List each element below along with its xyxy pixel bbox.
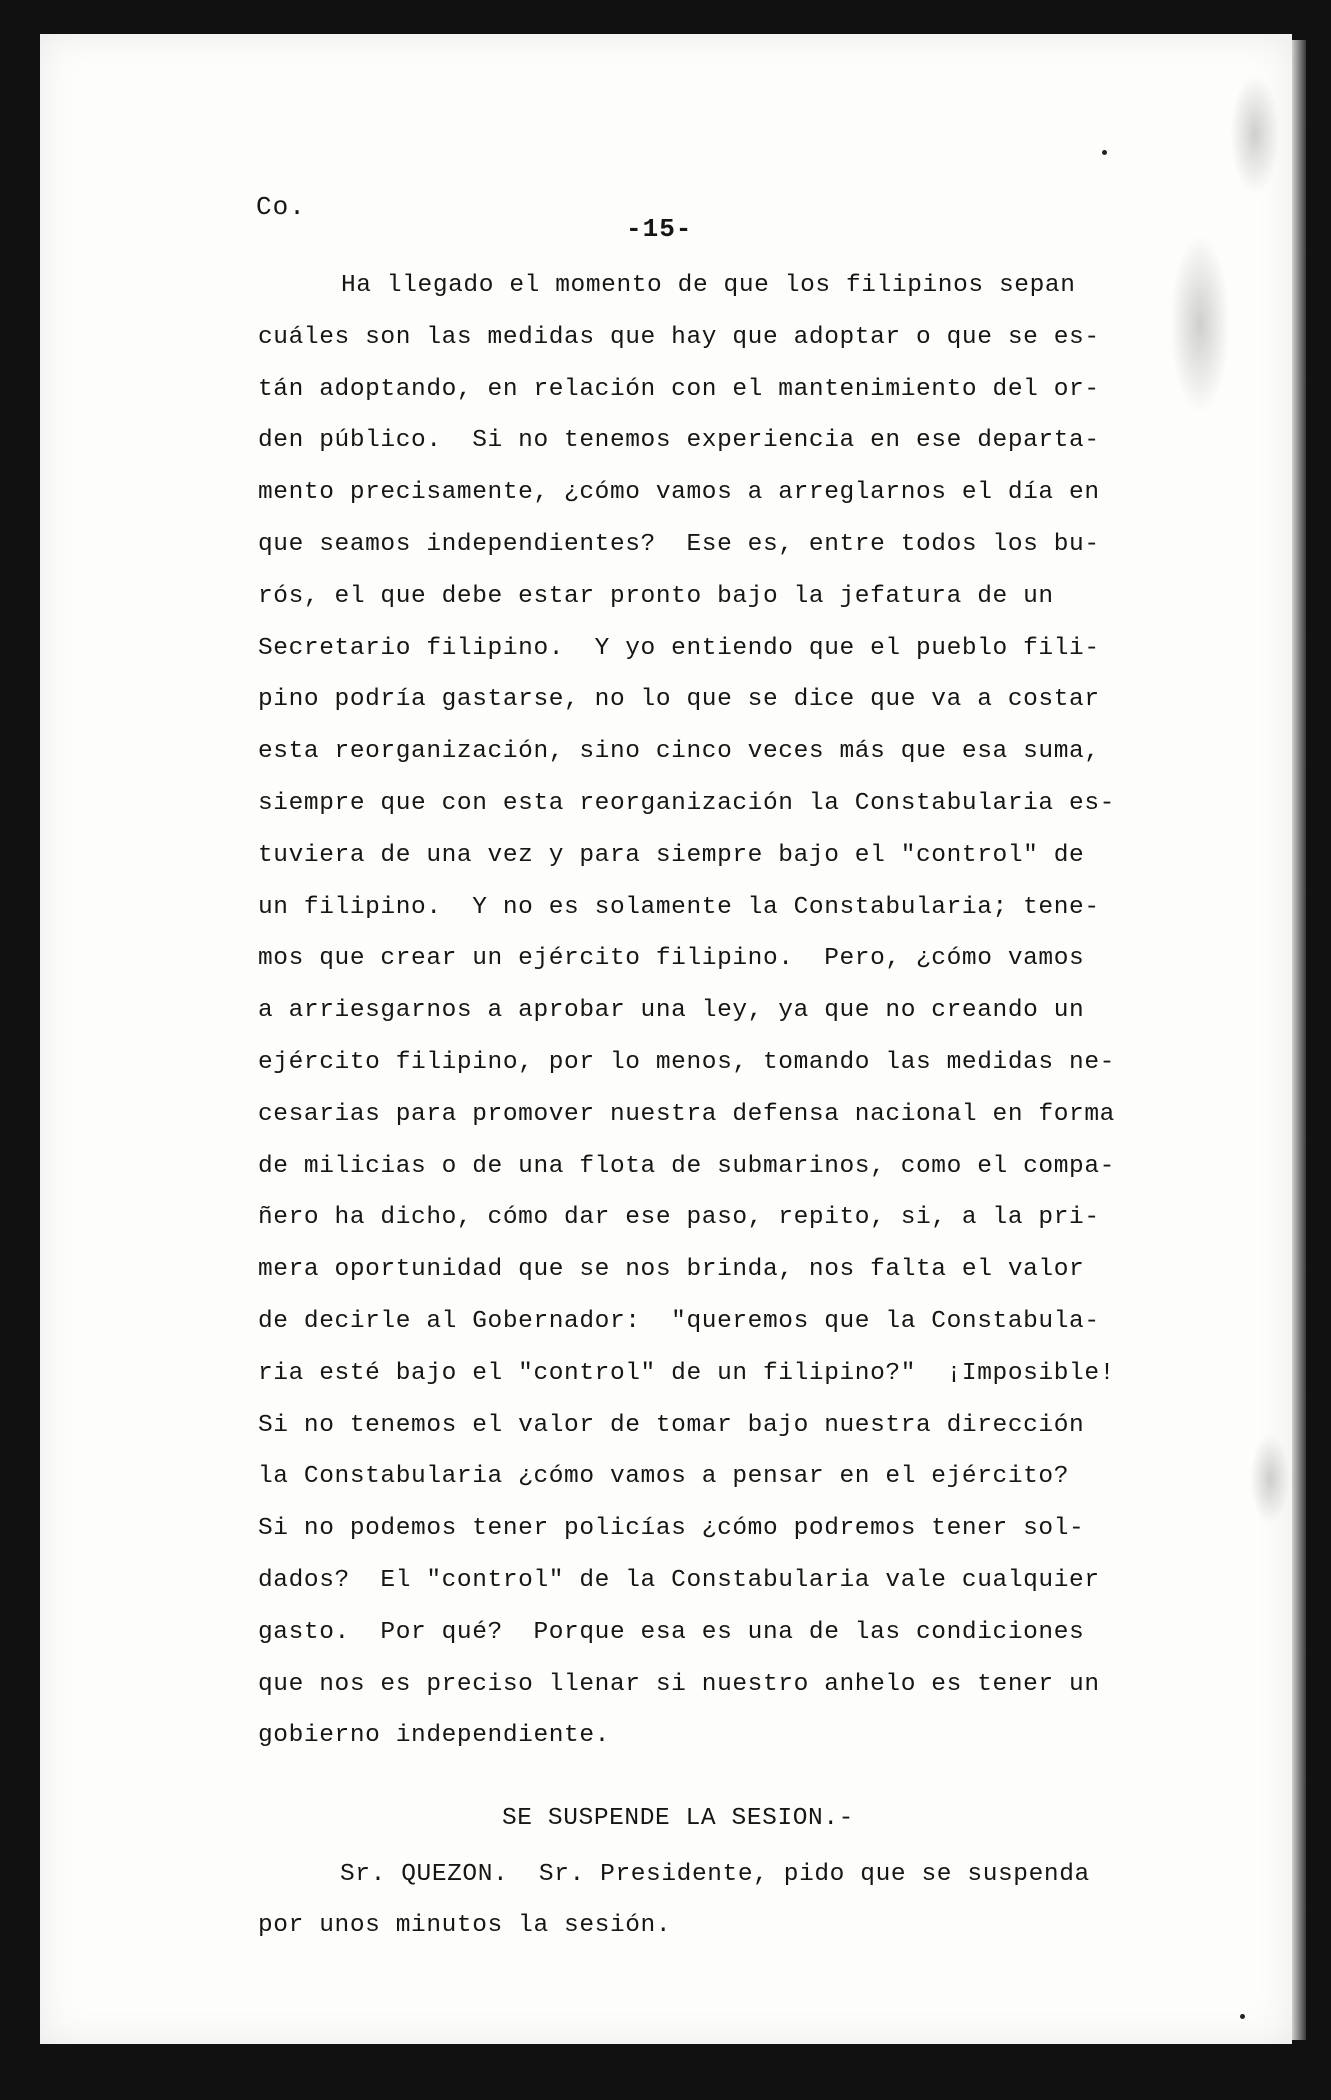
text-line: la Constabularia ¿cómo vamos a pensar en el ejército? (258, 1463, 1070, 1491)
text-line: ejército filipino, por lo menos, tomando las medidas ne- (258, 1048, 1115, 1076)
text-line: gasto. Por qué? Porque esa es una de las condiciones (258, 1618, 1085, 1646)
text-line: den público. Si no tenemos experiencia en ese departa- (258, 427, 1100, 455)
text-line: que seamos independientes? Ese es, entre todos los bu- (258, 530, 1100, 558)
page-edge-shadow (1292, 40, 1306, 2040)
text-line: mos que crear un ejército filipino. Pero, ¿cómo vamos (258, 945, 1085, 973)
text-line: mento precisamente, ¿cómo vamos a arreglarnos el día en (258, 479, 1100, 507)
text-line: ñero ha dicho, cómo dar ese paso, repito, si, a la pri- (258, 1204, 1100, 1232)
text-line: Si no tenemos el valor de tomar bajo nuestra dirección (258, 1411, 1085, 1439)
typed-text-layer (40, 34, 1292, 2044)
text-line: mera oportunidad que se nos brinda, nos falta el valor (258, 1256, 1085, 1284)
typewritten-page (40, 34, 1292, 2044)
text-line: Secretario filipino. Y yo entiendo que el pueblo fili- (258, 634, 1100, 662)
text-line: pino podría gastarse, no lo que se dice que va a costar (258, 686, 1100, 714)
text-line: rós, el que debe estar pronto bajo la jefatura de un (258, 582, 1054, 610)
corner-mark: Co. (256, 192, 306, 222)
stray-mark (1102, 150, 1107, 155)
text-line: cuáles son las medidas que hay que adoptar o que se es- (258, 323, 1100, 351)
text-line: a arriesgarnos a aprobar una ley, ya que no creando un (258, 997, 1085, 1025)
text-line: de decirle al Gobernador: "queremos que la Constabula- (258, 1307, 1100, 1335)
speaker-line: Sr. QUEZON. Sr. Presidente, pido que se suspenda (340, 1861, 1090, 1888)
text-line: Si no podemos tener policías ¿cómo podremos tener sol- (258, 1515, 1085, 1543)
body-text (258, 260, 1178, 1762)
session-recess-heading: SE SUSPENDE LA SESION.- (502, 1805, 854, 1832)
text-line: gobierno independiente. (258, 1722, 610, 1750)
text-line: tuviera de una vez y para siempre bajo el "control" de (258, 841, 1085, 869)
text-line: esta reorganización, sino cinco veces más que esa suma, (258, 738, 1100, 766)
text-line: tán adoptando, en relación con el mantenimiento del or- (258, 375, 1100, 403)
text-line: cesarias para promover nuestra defensa nacional en forma (258, 1100, 1115, 1128)
text-line: ria esté bajo el "control" de un filipino?" ¡Imposible! (258, 1359, 1115, 1387)
text-line: de milicias o de una flota de submarinos, como el compa- (258, 1152, 1115, 1180)
text-line: siempre que con esta reorganización la Constabularia es- (258, 789, 1115, 817)
text-line: dados? El "control" de la Constabularia vale cualquier (258, 1566, 1100, 1594)
text-line: que nos es preciso llenar si nuestro anhelo es tener un (258, 1670, 1100, 1698)
text-line: un filipino. Y no es solamente la Constabularia; tene- (258, 893, 1100, 921)
stray-mark (1240, 2014, 1245, 2019)
text-line: Ha llegado el momento de que los filipinos sepan (341, 272, 1076, 299)
page-number: -15- (626, 214, 693, 244)
speaker-line: por unos minutos la sesión. (258, 1912, 672, 1939)
